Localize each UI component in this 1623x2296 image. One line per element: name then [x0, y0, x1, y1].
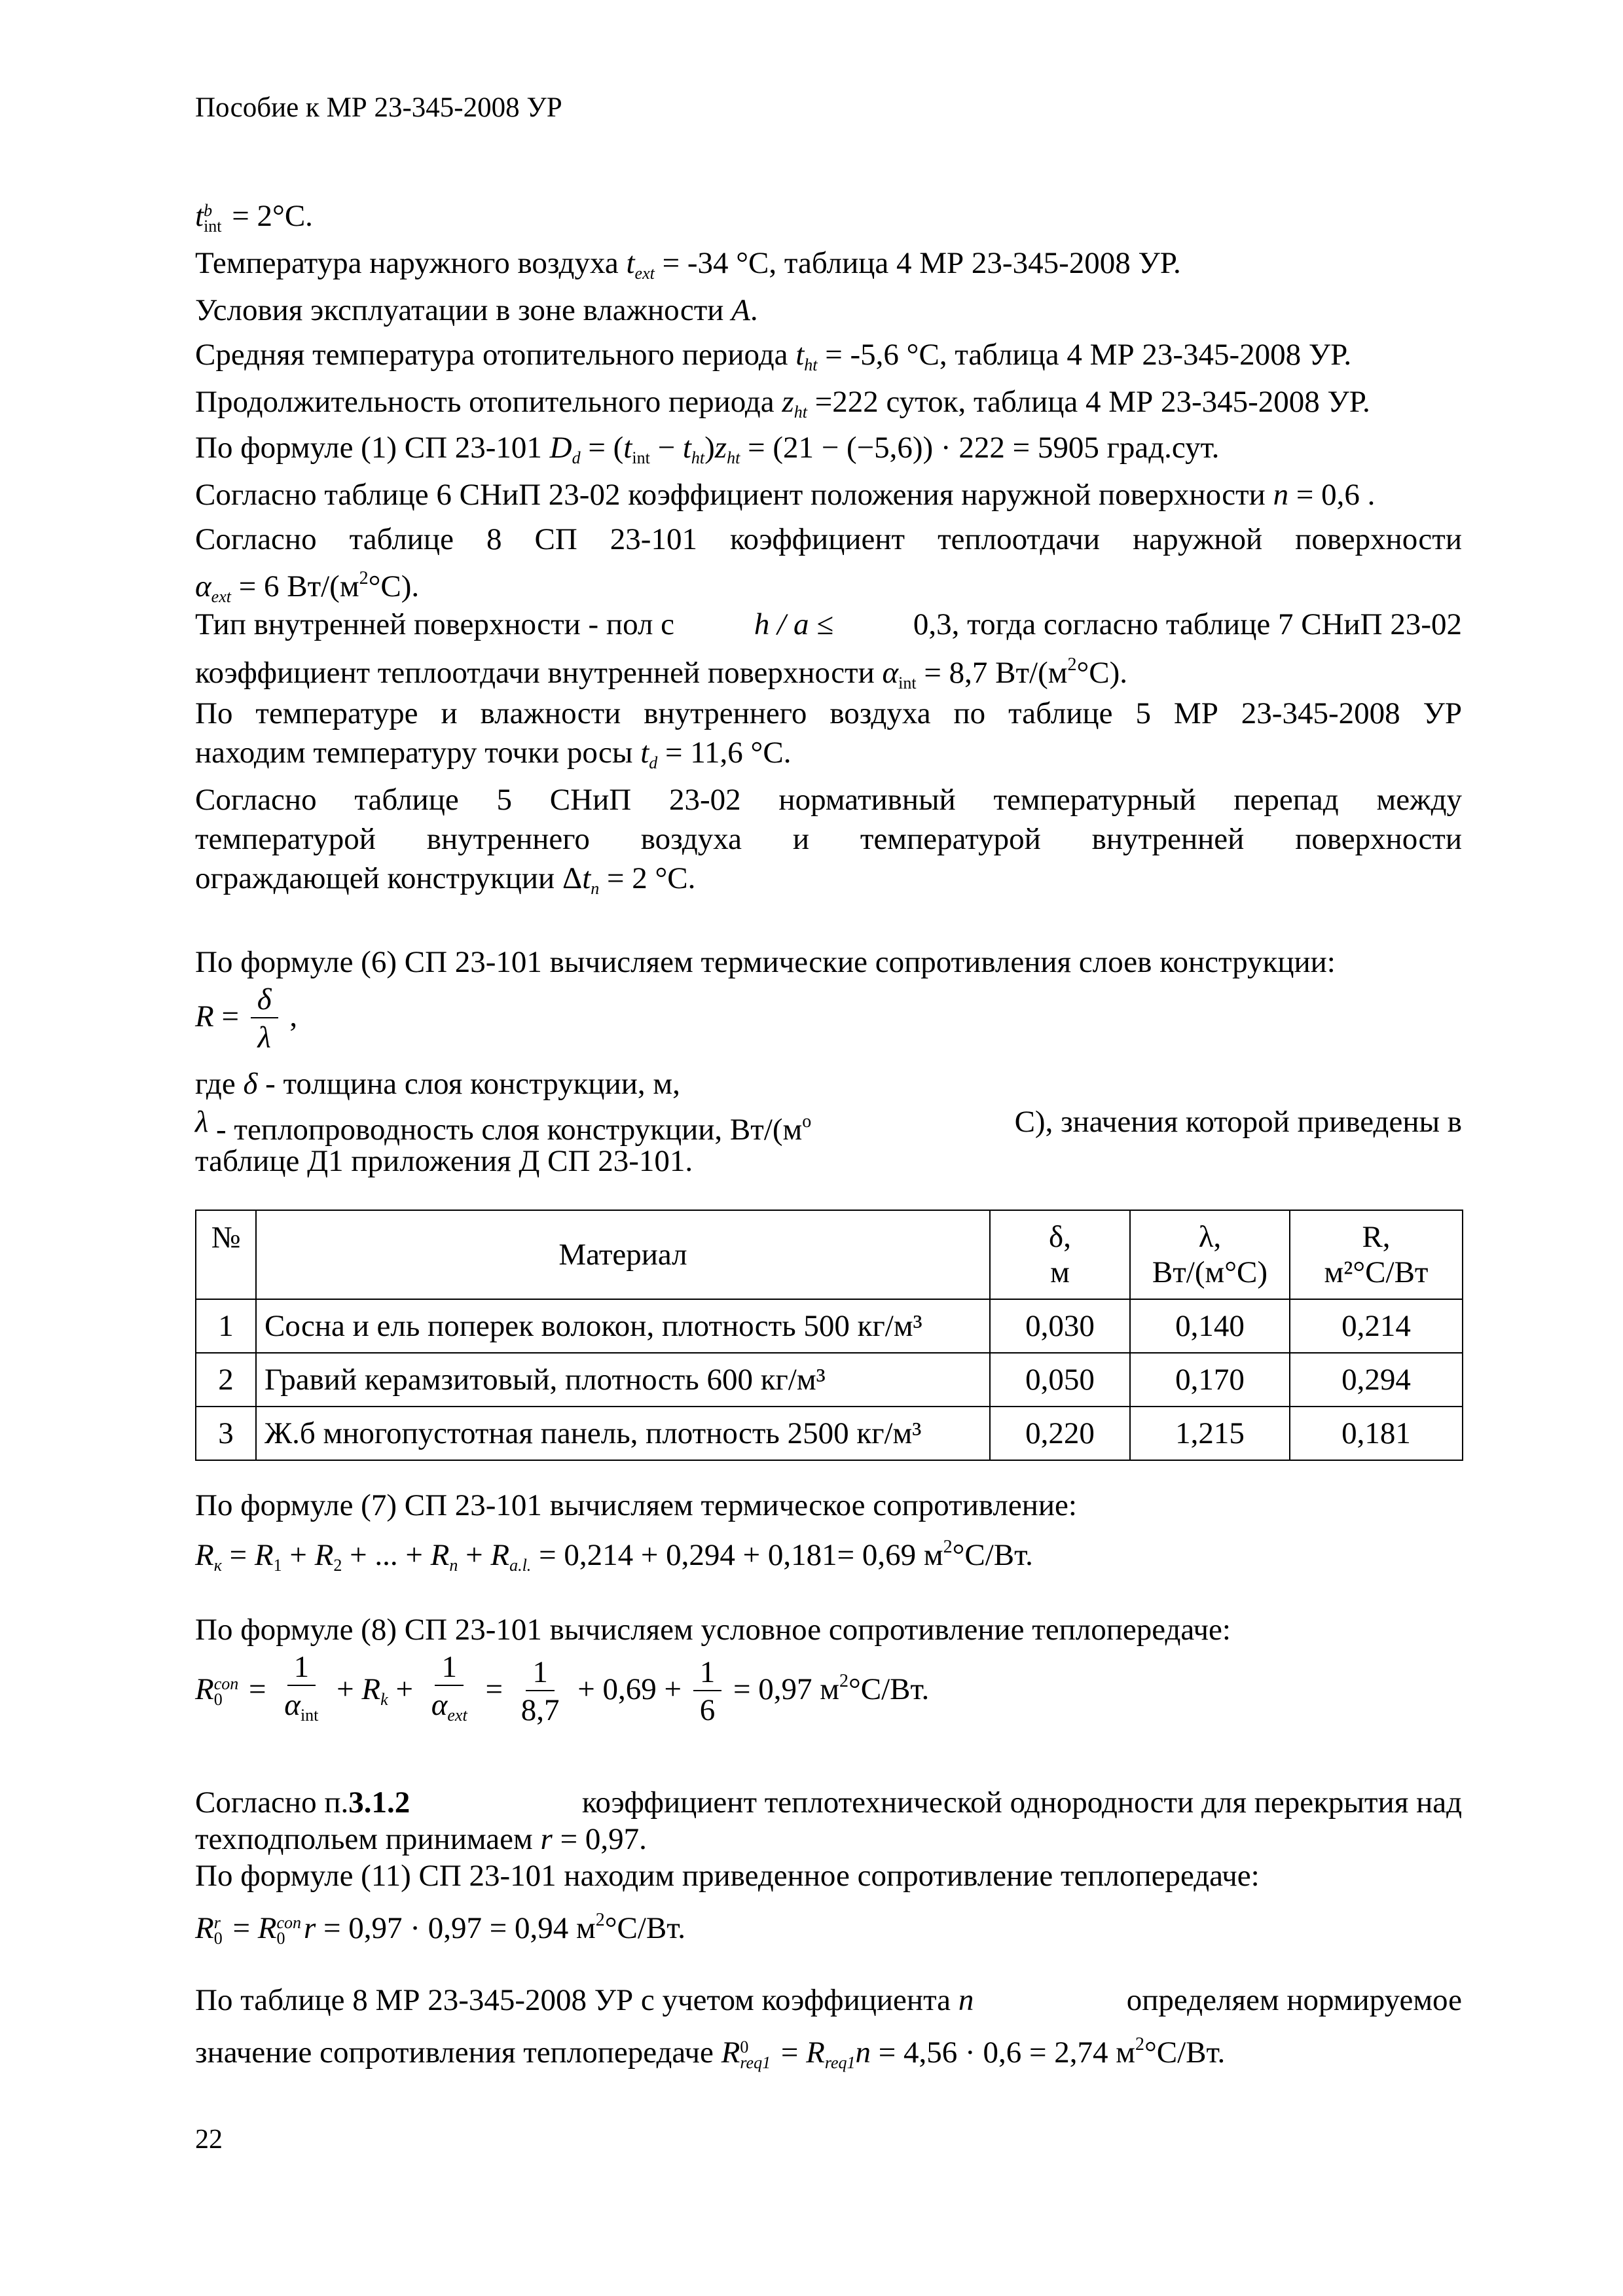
formula7: $R_к = R_1 + R_2$ + ... + $R_n + R_{a.l.} = 0,214 + 0,294 + 0,181= 0,69$ $м^2^\circ С/Вт$.: [195, 1537, 1033, 1575]
page-number: 22: [195, 2125, 223, 2155]
formula6-intro: По формуле (6) СП 23-101 вычисляем термические сопротивления слоев конструкции:: [195, 945, 1336, 979]
humidity-zone-line: [195, 291, 1462, 330]
text: техподпольем принимаем: [195, 1822, 541, 1856]
materials-table: [195, 1210, 1463, 1461]
heating-temp-line: Средняя температура отопительного периода $t_{ht} = -5,6$ °С, таблица 4 МР 23-345-2008 УР.: [195, 338, 1352, 374]
text: = 11,6 °С.: [657, 736, 792, 770]
int-coef-line: коэффициент теплоотдачи внутренней поверхности $\alpha_{int} = 8,7$ $Вт/(м^2^\circ С)$.: [195, 655, 1128, 692]
cell-lambda: 0,170: [1130, 1353, 1290, 1407]
formula7-intro: По формуле (7) СП 23-101 вычисляем термическое сопротивление:: [195, 1488, 1077, 1522]
text: Продолжительность отопительного периода: [195, 385, 782, 419]
text: - толщина слоя конструкции, м,: [257, 1067, 680, 1101]
degree-days-line: По формуле (1) СП 23-101 $D_d = (t_{int} - t_{ht})z_{ht} = (21 - (-5,6)) \cdot 222 = 5905$ град.сут.: [195, 431, 1220, 467]
cell-num: 2: [196, 1353, 256, 1407]
sub-int: int: [204, 217, 222, 236]
cell-r: 0,181: [1290, 1407, 1463, 1460]
zone-symbol: А: [731, 293, 750, 327]
text: °С).: [368, 569, 420, 603]
text: 0,3, тогда согласно таблице 7 СНиП 23-02: [913, 607, 1462, 641]
r-label: R,: [1362, 1220, 1391, 1254]
text: ограждающей конструкции: [195, 861, 562, 895]
lambda-label: λ,: [1198, 1220, 1222, 1254]
t-symbol: t: [195, 199, 204, 233]
text: °С).: [1076, 656, 1128, 690]
table-row: [196, 1353, 1463, 1407]
text: = -34 °С, таблица 4 МР 23-345-2008 УР.: [654, 246, 1181, 280]
cell-num: 3: [196, 1407, 256, 1460]
formula-result: = 0,97 · 0,97 = 0,94 м: [323, 1911, 596, 1945]
text: определяем нормируемое: [1126, 1983, 1462, 2017]
lambda-def-line-2: таблице Д1 приложения Д СП 23-101.: [195, 1144, 693, 1178]
text: °С/Вт.: [848, 1672, 930, 1706]
table-row: [196, 1407, 1463, 1460]
text: .: [750, 293, 758, 327]
ratio-formula: h / a ≤: [754, 607, 834, 641]
formula-result: = 0,97 м: [733, 1672, 839, 1706]
formula6: R = $\frac{\delta}{\lambda}$ ,: [195, 982, 298, 1054]
dew-point-line-2: находим температуру точки росы $t_d = 11,6$ °С.: [195, 736, 792, 772]
formula11-intro: По формуле (11) СП 23-101 находим приведенное сопротивление теплопередаче:: [195, 1859, 1260, 1893]
header-material: Материал: [256, 1210, 990, 1299]
cell-delta: 0,220: [990, 1407, 1130, 1460]
text: °С/Вт.: [1144, 2036, 1226, 2070]
formula8-intro: По формуле (8) СП 23-101 вычисляем условное сопротивление теплопередаче:: [195, 1613, 1231, 1647]
formula-result: = 0,214 + 0,294 + 0,181= 0,69 м: [539, 1538, 943, 1572]
tint-b-value: = 2°С.: [224, 199, 313, 233]
cell-material: Сосна и ель поперек волокон, плотность 500 кг/м³: [256, 1299, 990, 1353]
position-coef-line: [195, 475, 1462, 514]
text: По формуле (1) СП 23-101: [195, 431, 550, 465]
surface-type-line: [195, 605, 1462, 644]
clause-ref: 3.1.2: [348, 1785, 410, 1820]
text: = -5,6 °С, таблица 4 МР 23-345-2008 УР.: [817, 338, 1352, 372]
lambda-def-line: λ: [195, 1105, 209, 1139]
text: =222 суток, таблица 4 МР 23-345-2008 УР.: [807, 385, 1370, 419]
text: °С/Вт.: [604, 1911, 686, 1945]
text: Согласно п.: [195, 1785, 349, 1820]
table-header-row: [196, 1210, 1463, 1299]
lambda-unit: Вт/(м°С): [1152, 1255, 1268, 1289]
page-header: Пособие к МР 23-345-2008 УР: [195, 92, 562, 123]
cell-material: Ж.б многопустотная панель, плотность 2500 кг/м³: [256, 1407, 990, 1460]
heating-duration-line: Продолжительность отопительного периода $z_{ht} =222$ суток, таблица 4 МР 23-345-2008 УР.: [195, 385, 1370, 422]
text: Средняя температура отопительного периода: [195, 338, 796, 372]
r-symbol: r: [540, 1822, 553, 1856]
text: По таблице 8 МР 23-345-2008 УР с учетом коэффициента: [195, 1983, 958, 2017]
text: находим температуру точки росы: [195, 736, 641, 770]
dew-point-line-1: По температуре и влажности внутреннего воздуха по таблице 5 МР 23-345-2008 УР: [195, 696, 1462, 730]
temp-diff-line-2: температурой внутреннего воздуха и температурой внутренней поверхности: [195, 822, 1462, 856]
cell-lambda: 1,215: [1130, 1407, 1290, 1460]
text: Условия эксплуатации в зоне влажности: [195, 293, 732, 327]
ext-coef-line: Согласно таблице 8 СП 23-101 коэффициент теплоотдачи наружной поверхности: [195, 522, 1462, 556]
text: Тип внутренней поверхности - пол с: [195, 607, 675, 641]
lambda-def-text: - теплопроводность слоя конструкции, $Вт/(м^o$ С), значения которой приведены в: [216, 1102, 1462, 1149]
header-r: [1290, 1210, 1463, 1299]
text: С), значения которой приведены в: [1014, 1105, 1462, 1139]
r-unit: м²°С/Вт: [1324, 1255, 1429, 1289]
text: коэффициент теплоотдачи внутренней поверхности: [195, 656, 883, 690]
text: °С/Вт.: [952, 1538, 1033, 1572]
text: = 0,6 .: [1288, 478, 1376, 512]
cell-delta: 0,050: [990, 1353, 1130, 1407]
normative-line-1: [195, 1981, 1462, 2020]
temp-diff-line-1: Согласно таблице 5 СНиП 23-02 нормативный температурный перепад между: [195, 783, 1462, 817]
cell-r: 0,214: [1290, 1299, 1463, 1353]
header-num: №: [196, 1210, 256, 1299]
text: коэффициент теплотехнической однородности для перекрытия над: [581, 1785, 1462, 1820]
text: где: [195, 1067, 244, 1101]
n-symbol: n: [958, 1983, 974, 2017]
tint-b-line: [195, 196, 1462, 236]
n-symbol: n: [1273, 478, 1289, 512]
uniformity-line-2: [195, 1820, 1462, 1859]
sup-b: b: [204, 201, 213, 221]
cell-material: Гравий керамзитовый, плотность 600 кг/м³: [256, 1353, 990, 1407]
cell-r: 0,294: [1290, 1353, 1463, 1407]
cell-delta: 0,030: [990, 1299, 1130, 1353]
formula11: R r 0 = R con 0 r = 0,97 · 0,97 = 0,94 $м^2^\circ С/Вт$.: [195, 1910, 686, 1948]
text: = 8,7 Вт/(м: [916, 656, 1068, 690]
formula-result: = (21 − (−5,6)) · 222 = 5905 град.сут.: [748, 431, 1220, 465]
formula8: R con 0 = $\frac{1}{\alpha_{int}}$ + $R_k$ + $\frac{1}{\alpha_{ext}}$ = $\frac{1}{8,7}$ + 0,69 + $\frac{1}{6}$ = 0,97 $м^2^\circ С/Вт$.: [195, 1650, 930, 1727]
uniformity-line-1: [195, 1783, 1462, 1822]
cell-lambda: 0,140: [1130, 1299, 1290, 1353]
table-row: [196, 1299, 1463, 1353]
header-lambda: [1130, 1210, 1290, 1299]
formula-result: = 4,56 · 0,6 = 2,74 м: [878, 2036, 1135, 2070]
text: = 6 Вт/(м: [230, 569, 359, 603]
text: Согласно таблице 6 СНиП 23-02 коэффициент положения наружной поверхности: [195, 478, 1273, 512]
delta-def-line: где δ - толщина слоя конструкции, м,: [195, 1067, 680, 1101]
delta-label: δ,: [1049, 1220, 1071, 1254]
text: - теплопроводность слоя конструкции, Вт/(м: [216, 1113, 803, 1147]
delta-unit: м: [1050, 1255, 1070, 1289]
normative-line-2: значение сопротивления теплопередаче R 0 req1 = $R_{req1}n = 4,56 \cdot 0,6 = 2,74$ $м^2^\circ С/Вт$.: [195, 2034, 1226, 2073]
outdoor-temp-line: Температура наружного воздуха $t_{ext} = -34$ °С, таблица 4 МР 23-345-2008 УР.: [195, 246, 1181, 283]
ext-coef-value-line: $\alpha_{ext} = 6$ $Вт/(м^2^\circ С)$.: [195, 568, 420, 606]
cell-num: 1: [196, 1299, 256, 1353]
text: = 2 °С.: [599, 861, 696, 895]
text: значение сопротивления теплопередаче: [195, 2036, 721, 2070]
header-delta: [990, 1210, 1130, 1299]
text: = 0,97.: [552, 1822, 647, 1856]
text: Температура наружного воздуха: [195, 246, 627, 280]
temp-diff-line-3: ограждающей конструкции $\Delta t_n = 2$ °С.: [195, 861, 696, 898]
